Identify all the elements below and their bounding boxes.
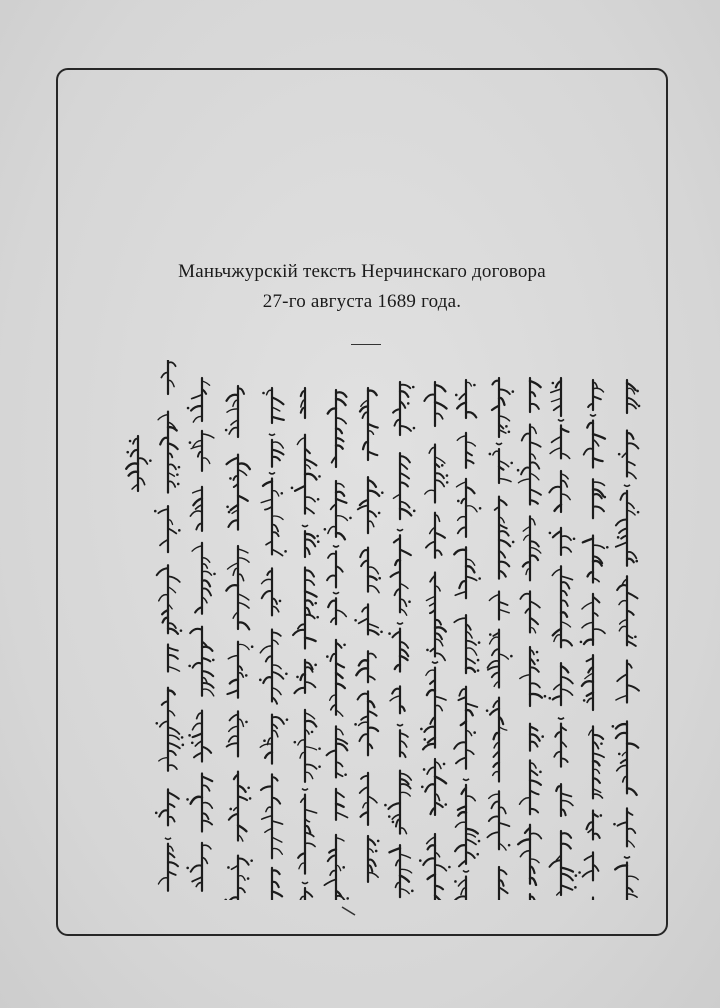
manchu-column <box>154 360 184 891</box>
manchu-column <box>384 382 415 897</box>
manchu-script-columns <box>100 360 660 900</box>
title-line-1: Маньчжурскiй текстъ Нерчинскаго договора <box>178 261 546 282</box>
manchu-column <box>354 388 383 882</box>
manchu-column <box>324 390 352 900</box>
manchu-column <box>419 382 451 900</box>
manchu-column <box>259 388 288 900</box>
manchu-column <box>548 378 577 895</box>
page-title <box>56 257 668 317</box>
manchu-column <box>186 378 216 891</box>
manchu-column <box>486 378 515 900</box>
manchu-column <box>454 380 481 900</box>
stray-mark <box>340 905 358 917</box>
manchu-column <box>126 436 151 491</box>
manchu-column <box>517 378 546 900</box>
title-line-2: 27-го августа 1689 года. <box>262 291 462 312</box>
title-divider <box>351 344 381 345</box>
manchu-text-block <box>100 360 660 900</box>
manchu-column <box>224 386 253 900</box>
manchu-column <box>612 380 641 900</box>
manchu-column <box>291 388 321 900</box>
manchu-column <box>578 380 608 900</box>
